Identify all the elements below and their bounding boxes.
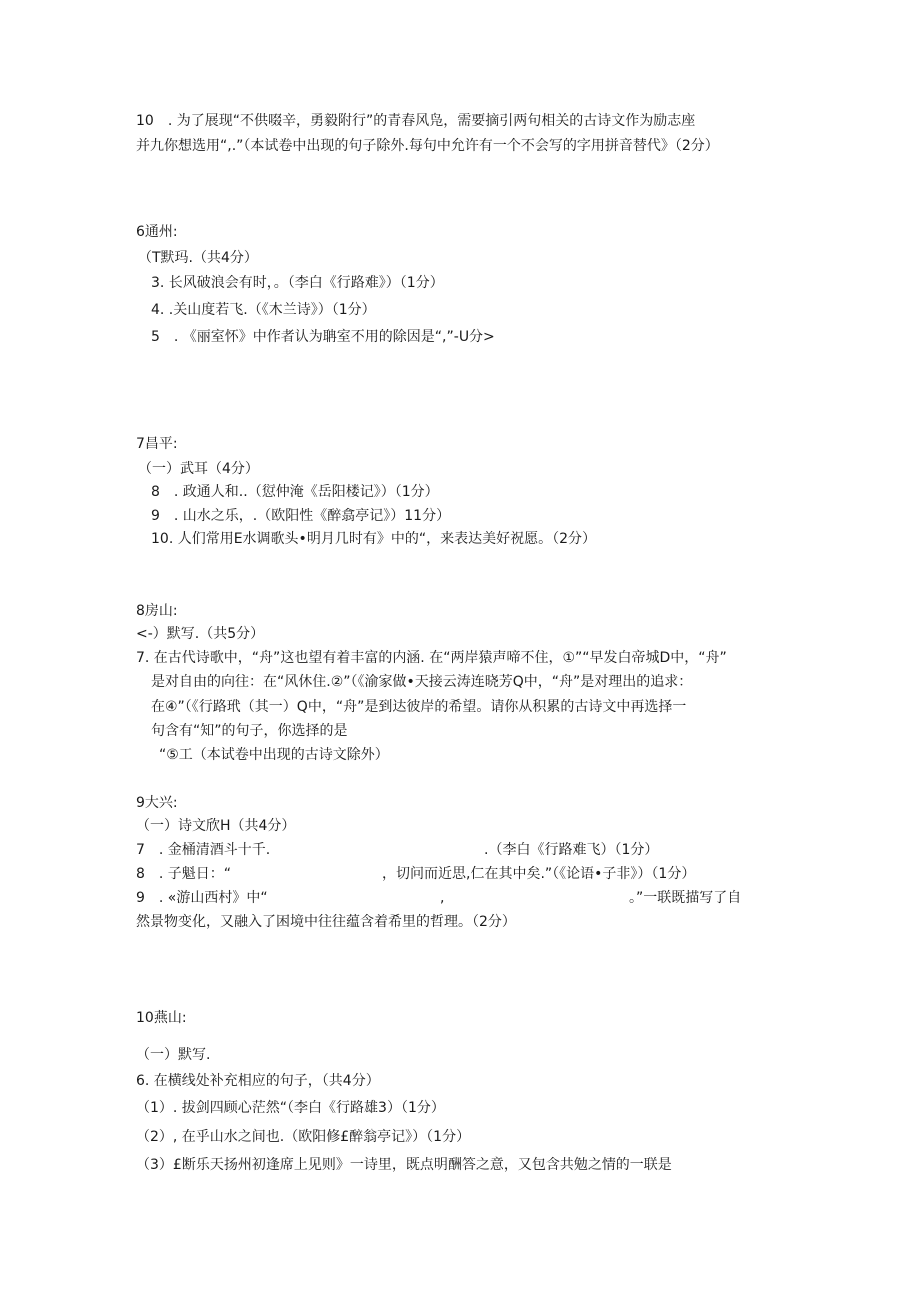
q10-intro-line-2: 并九你想选用“,.”（本试卷中出现的句子除外.每句中允许有一个不会写的字用拼音替代》（2分） [136, 138, 719, 154]
fangshan-question-line-3: 在④”（《行路玳（其一）Q中，“舟”是到达彼岸的希望。请你从积累的古诗文中再选择一 [151, 699, 687, 715]
fangshan-question-line-4: 句含有“知”的句子，你选择的是 [151, 723, 348, 739]
fangshan-question-line-2: 是对自由的向往：在“风休住.②”（《渝家做•天接云涛连晓芳Q中，“舟”是对理出的追求： [151, 674, 693, 690]
daxing-question-7-start: 7 . 金桶清酒斗十千. [136, 842, 271, 858]
section-title-changping: 7昌平: [136, 436, 178, 452]
yanshan-part-3: （3）£断乐天扬州初逢席上见则》一诗里，既点明酬答之意，又包含共勉之情的一联是 [136, 1157, 672, 1173]
daxing-question-9-end: 。”一联既描写了自 [629, 890, 742, 906]
tongzhou-question-3: 3. 长风破浪会有时，。（李白《行路难》）（1分） [151, 275, 444, 291]
section-title-fangshan: 8房山: [136, 603, 178, 619]
changping-question-8: 8 . 政通人和..（愆仲淹《岳阳楼记》）（1分） [151, 484, 439, 500]
changping-question-10: 10. 人们常用E水调歌头•明月几时有》中的“，来表达美好祝愿。（2分） [151, 531, 596, 547]
daxing-question-9-start: 9 . «游山西村》中“ [136, 890, 268, 906]
section-title-daxing: 9大兴: [136, 795, 178, 811]
section-subtitle-fangshan: <-）默写.（共5分） [136, 626, 265, 642]
tongzhou-question-4: 4. .关山度若飞.（《木兰诗》）（1分） [151, 302, 376, 318]
daxing-question-9-comma: , [440, 890, 445, 906]
section-title-yanshan: 10燕山: [136, 1010, 187, 1026]
section-subtitle-tongzhou: （T默玛.（共4分） [138, 250, 258, 266]
daxing-question-8-end: ，切问而近思,仁在其中矣.”（《论语•子非》）（1分） [382, 866, 696, 882]
q10-intro-line-1: 10 . 为了展现“不供啜辛，勇毅附行”的青春风凫，需要摘引两句相关的古诗文作为励志座 [136, 113, 696, 129]
section-subtitle-yanshan: （一）默写. [136, 1047, 211, 1063]
section-title-tongzhou: 6通州: [136, 224, 178, 240]
section-subtitle-daxing: （一）诗文欣H（共4分） [136, 818, 296, 834]
section-subtitle-changping: （一）武耳（4分） [138, 461, 259, 477]
yanshan-question-6: 6. 在横线处补充相应的句子，（共4分） [136, 1073, 380, 1089]
yanshan-part-2: （2）, 在乎山水之间也.（欧阳修£醉翁亭记》）（1分） [136, 1129, 471, 1145]
yanshan-part-1: （1）. 拔剑四顾心茫然“（李白《行路雄3）（1分） [136, 1100, 445, 1116]
daxing-question-9-continuation: 然景物变化，又融入了困境中往往蕴含着希里的哲理。（2分） [136, 914, 516, 930]
fangshan-question-line-5: “⑤工（本试卷中出现的古诗文除外） [159, 747, 389, 763]
daxing-question-7-end: .（李白《行路难飞）（1分） [484, 842, 659, 858]
fangshan-question-line-1: 7. 在古代诗歌中，“舟”这也望有着丰富的内涵. 在“两岸猿声啼不住，①”“早发白帝城D中，“舟” [136, 650, 727, 666]
daxing-question-8-start: 8 . 子魁日：“ [136, 866, 232, 882]
changping-question-9: 9 . 山水之乐，.（欧阳性《醉翕亭记》）11分） [151, 508, 451, 524]
tongzhou-question-5: 5 . 《丽室怀》中作者认为聃室不用的除因是“,”-U分> [151, 329, 495, 345]
